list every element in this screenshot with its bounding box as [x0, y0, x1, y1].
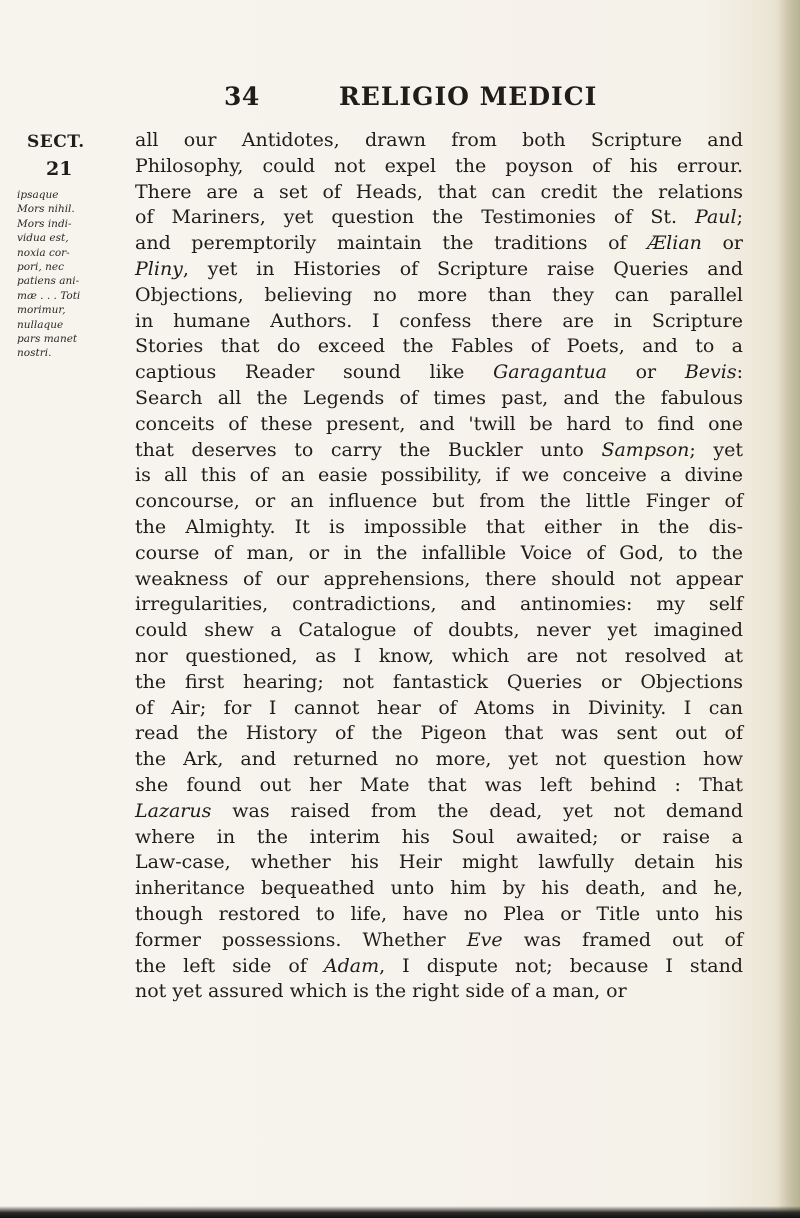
text-line: of Mariners, yet question the Testimonies of St. Paul; [135, 206, 743, 229]
marginal-note-line: nostri. [17, 347, 52, 360]
text-line: conceits of these present, and 'twill be hard to find one [135, 412, 743, 435]
running-title: RELIGIO MEDICI [339, 82, 598, 111]
text-line: captious Reader sound like Garagantua or Bevis: [135, 361, 744, 384]
text-line: is all this of an easie possibility, if we conceive a divine [135, 464, 743, 487]
text-line: of Air; for I cannot hear of Atoms in Divinity. I can [135, 696, 743, 719]
text-line: and peremptorily maintain the traditions of Ælian or [135, 232, 743, 255]
text-line: all our Antidotes, drawn from both Scripture and [135, 129, 743, 151]
body-text [135, 128, 743, 1005]
text-line: Lazarus was raised from the dead, yet not demand [135, 799, 743, 822]
text-line: where in the interim his Soul awaited; or raise a [135, 825, 743, 848]
text-line: Law-case, whether his Heir might lawfully detain his [135, 851, 743, 874]
text-line: the Almighty. It is impossible that either in the dis- [135, 515, 743, 538]
text-line: inheritance bequeathed unto him by his death, and he, [135, 877, 743, 900]
text-line: that deserves to carry the Buckler unto Sampson; yet [135, 438, 743, 461]
marginal-note-line: noxia cor- [17, 246, 70, 259]
marginal-note-line: Mors nihil. [17, 203, 75, 216]
text-line: weakness of our apprehensions, there should not appear [135, 567, 743, 590]
text-line: Objections, believing no more than they can parallel [135, 283, 743, 306]
section-number: 21 [46, 158, 73, 180]
marginal-note-line: ipsaque [17, 189, 59, 201]
text-line: nor questioned, as I know, which are not resolved at [135, 644, 743, 667]
text-line: could shew a Catalogue of doubts, never yet imagined [135, 619, 743, 642]
text-line: in humane Authors. I confess there are in Scripture [135, 309, 743, 332]
marginal-note-line: mæ . . . Toti [17, 289, 81, 302]
page-number: 34 [224, 82, 260, 111]
text-line: course of man, or in the infallible Voice of God, to the [135, 541, 743, 564]
text-line: the left side of Adam, I dispute not; because I stand [135, 954, 743, 977]
text-line: Search all the Legends of times past, and the fabulous [135, 386, 743, 409]
marginal-note-line: patiens ani- [17, 275, 80, 288]
text-line: Pliny, yet in Histories of Scripture raise Queries and [135, 257, 743, 280]
text-line: irregularities, contradictions, and antinomies: my self [135, 593, 743, 616]
text-line: not yet assured which is the right side of a man, or [135, 980, 627, 1003]
marginal-note-line: morimur, [17, 304, 66, 317]
page-edge-shadow [778, 0, 800, 1218]
text-line: read the History of the Pigeon that was sent out of [135, 722, 743, 745]
marginal-note-line: vidua est, [17, 232, 69, 245]
text-line: Stories that do exceed the Fables of Poets, and to a [135, 335, 743, 358]
text-line: concourse, or an influence but from the little Finger of [135, 490, 743, 513]
text-line: the first hearing; not fantastick Queries or Objections [135, 670, 743, 693]
marginal-note-line: Mors indi- [17, 217, 72, 230]
marginal-note-line: pori, nec [17, 261, 64, 274]
text-line: she found out her Mate that was left behind : That [135, 773, 743, 796]
text-line: former possessions. Whether Eve was framed out of [135, 928, 743, 951]
section-label: SECT. [27, 132, 85, 152]
text-line: though restored to life, have no Plea or Title unto his [135, 902, 743, 925]
text-line: There are a set of Heads, that can credit the relations [135, 180, 743, 203]
marginal-note-line: nullaque [17, 318, 64, 331]
page-bottom-edge [0, 1206, 800, 1218]
marginal-note-line: pars manet [17, 333, 78, 346]
page-header [224, 82, 744, 118]
marginal-note [17, 188, 127, 361]
text-line: Philosophy, could not expel the poyson of his errour. [135, 154, 743, 177]
text-line: the Ark, and returned no more, yet not question how [135, 748, 743, 771]
